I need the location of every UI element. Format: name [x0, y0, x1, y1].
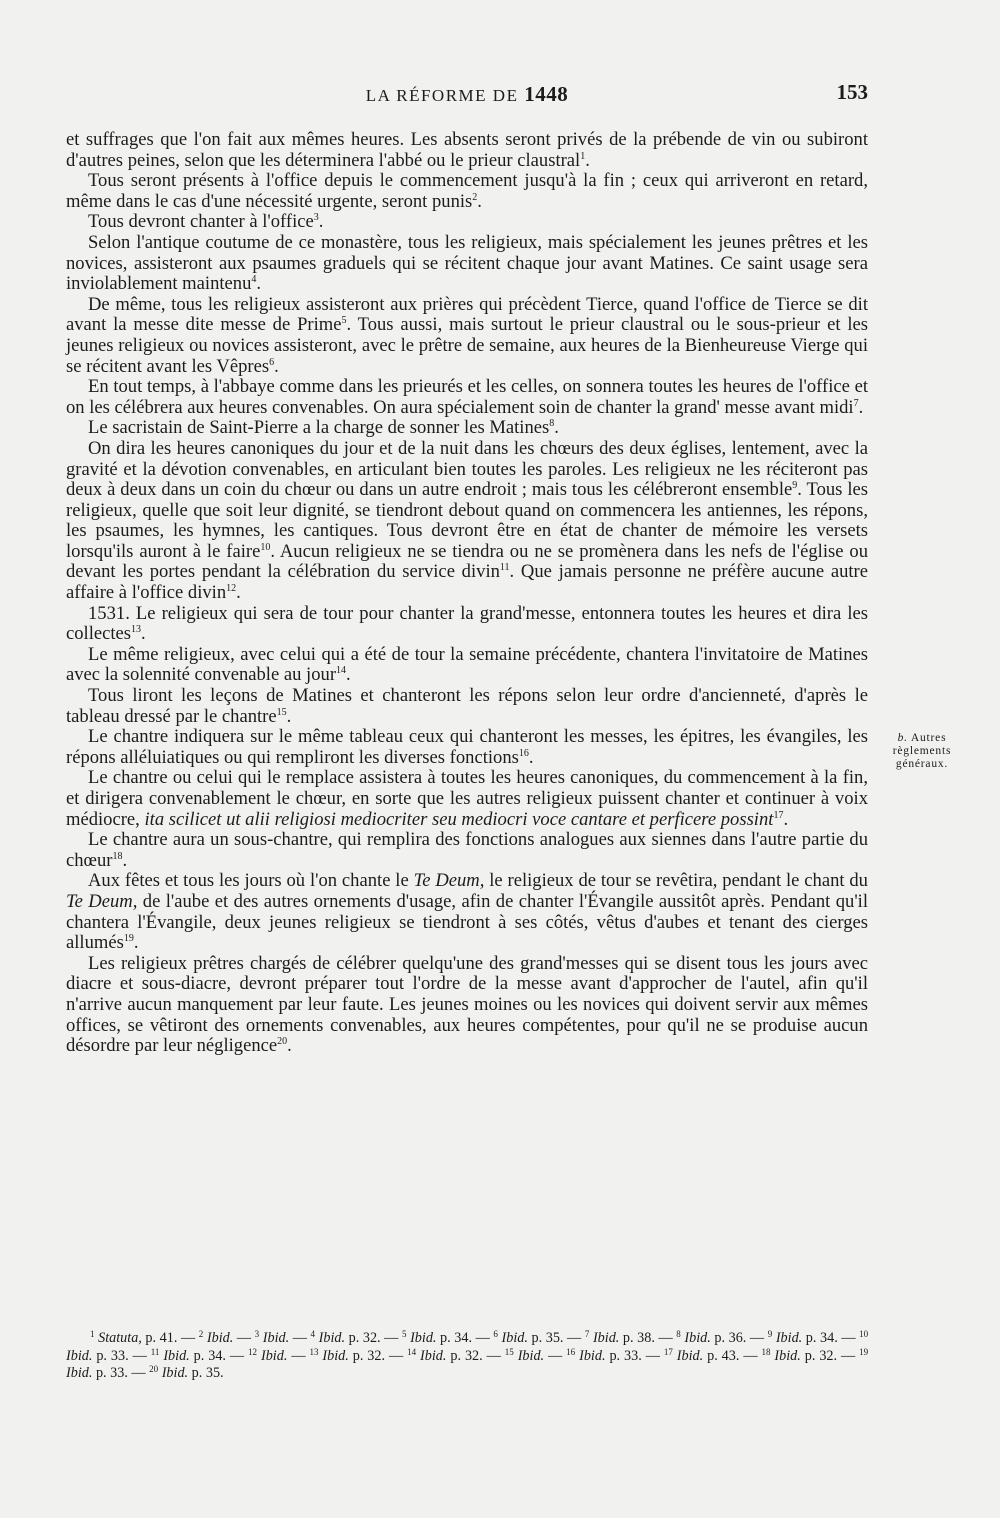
footnote-ref: 9	[792, 480, 798, 492]
footnote-ref: Ibid.	[774, 1347, 801, 1364]
footnote-ref: Ibid.	[260, 1347, 288, 1364]
footnote-number: 1	[90, 1329, 95, 1339]
footnote	[566, 1348, 642, 1364]
paragraph: Tous devront chanter à l'office$^3$.	[88, 211, 324, 233]
footnote-number: 15	[504, 1346, 514, 1357]
paragraph: Le chantre ou celui qui le remplace assistera à toutes les heures canoniques, du commencement à la fin, et dirigera convenablement le chœur, en sorte que les autres religieux puissent chanter et continuer à voix médiocre, ita scilicet ut alii religiosi mediocriter seu mediocri voce cantare et perficere possint$^{17}$.	[66, 767, 868, 830]
footnote-ref: Ibid.	[592, 1330, 620, 1346]
footnote	[248, 1348, 287, 1364]
footnote-page: p. 33.	[92, 1347, 129, 1364]
footnote-ref: 3	[313, 212, 319, 224]
margin-note-letter: b.	[897, 732, 908, 744]
footnote-ref: 16	[518, 747, 529, 759]
footnote-number: 13	[309, 1346, 319, 1357]
paragraph: et suffrages que l'on fait aux mêmes heures. Les absents seront privés de la prébende de vin ou subiront d'autres peines, selon que les déterminera l'abbé ou le prieur claustral$^1$.	[66, 129, 868, 171]
footnote-number: 10	[859, 1329, 869, 1339]
footnote-ref: 4	[251, 274, 257, 286]
footnote-page: p. 32.	[800, 1347, 838, 1364]
footnote-number: 6	[493, 1329, 498, 1339]
paragraph: Les religieux prêtres chargés de célébrer quelqu'une des grand'messes qui se disent tous les jours avec diacre et sous-diacre, devront préparer tout l'ordre de la messe avant d'approcher de l'autel, afin qu'il n'arrive aucun manquement par leur faute. Les jeunes moines ou les novices qui doivent servir aux mêmes offices, se vêtiront des ornements convenables, aux heures compétentes, pour qu'il ne se produise aucun désordre par leur négligence$^{20}$.	[66, 952, 868, 1057]
page-number: 153	[836, 80, 868, 104]
footnote-page: p. 36.	[710, 1330, 747, 1346]
footnote-number: 20	[149, 1364, 159, 1374]
footnote	[90, 1330, 177, 1346]
footnote	[493, 1330, 563, 1346]
footnote-ref: 7	[853, 397, 859, 409]
footnote-number: 14	[407, 1346, 417, 1357]
footnote	[768, 1330, 838, 1346]
footnote-ref: Ibid.	[410, 1330, 437, 1346]
footnote-ref: Ibid.	[501, 1330, 528, 1346]
footnote-page: p. 43.	[703, 1347, 740, 1364]
footnote	[761, 1348, 837, 1364]
italic-te-deum: Te Deum,	[413, 870, 485, 892]
footnote-number: 12	[248, 1346, 258, 1357]
footnote-page: p. 34.	[436, 1330, 473, 1346]
footnote-ref: 14	[336, 665, 347, 677]
footnote-ref: 1	[580, 150, 586, 162]
margin-note-line: règlements	[892, 745, 952, 757]
footnote	[311, 1330, 381, 1346]
footnote-page: p. 35.	[188, 1365, 224, 1381]
paragraph: Le chantre indiquera sur le même tableau ceux qui chanteront les messes, les épitres, les évangiles, les répons alléluiatiques ou qui rempliront les diverses fonctions$^{16}$.	[66, 726, 868, 768]
latin-quote: ita scilicet ut alii religiosi mediocriter seu mediocri voce cantare et perficere possint	[144, 808, 774, 830]
footnote-page: p. 41.	[141, 1330, 178, 1346]
paragraph: On dira les heures canoniques du jour et de la nuit dans les chœurs des deux églises, lentement, avec la gravité et la dévotion convenables, en articulant bien toutes les paroles. Les religieux ne les réciteront pas deux à deux dans un coin du chœur ou dans un autre endroit ; mais tous les célébreront ensemble$^9$. Tous les religieux, quelle que soit leur dignité, se tiendront debout quand on commencera les antiennes, les répons, les psaumes, les hymnes, les cantiques. Tous devront être en état de chanter de mémoire les versets lorsqu'ils auront à le faire$^{10}$. Aucun religieux ne se tiendra ou ne se promènera dans les nefs de l'église ou devant les portes pendant la célébration du service divin$^{11}$. Que jamais personne ne préfère aucune autre affaire à l'office divin$^{12}$.	[66, 437, 869, 604]
footnote-ref: 11	[499, 562, 510, 574]
footnote-ref: 20	[277, 1036, 288, 1048]
footnote	[402, 1330, 472, 1346]
footnote-ref: 13	[131, 624, 142, 636]
footnote-number: 11	[150, 1346, 160, 1357]
paragraph: En tout temps, à l'abbaye comme dans les prieurés et les celles, on sonnera toutes les heures de l'office et on les célébrera aux heures convenables. On aura spécialement soin de chanter la grand' messe avant midi$^7$.	[66, 376, 868, 418]
footnote-ref: Ibid.	[420, 1347, 447, 1364]
footnote	[407, 1348, 483, 1364]
footnote-ref: 19	[123, 933, 134, 945]
footnote	[676, 1330, 746, 1346]
running-title-year: 1448	[524, 82, 569, 106]
footnote	[149, 1365, 223, 1381]
footnote-ref: 5	[341, 315, 347, 327]
paragraph: Le chantre aura un sous-chantre, qui remplira des fonctions analogues aux siennes dans l'autre partie du chœur$^{18}$.	[66, 829, 868, 871]
margin-note-line: Autres	[910, 732, 947, 744]
footnote-ref: Ibid.	[318, 1330, 346, 1346]
footnote-ref: Ibid.	[206, 1330, 234, 1346]
footnote-number: 4	[310, 1329, 316, 1339]
running-title-text: LA RÉFORME DE	[365, 86, 519, 105]
footnote-ref: 10	[260, 541, 271, 553]
footnote-number: 8	[676, 1329, 681, 1339]
footnote-number: 2	[198, 1329, 204, 1339]
footnote-number: 5	[401, 1329, 407, 1339]
footnote-number: 18	[761, 1346, 771, 1357]
footnote-page: p. 35.	[527, 1330, 564, 1346]
paragraph: De même, tous les religieux assisteront aux prières qui précèdent Tierce, quand l'office de Tierce se dit avant la messe dite messe de Prime$^5$. Tous aussi, mais surtout le prieur claustral ou le sous-prieur et les jeunes religieux ou novices assisteront, avec le prêtre de semaine, aux heures de la Bienheureuse Vierge qui se récitent avant les Vêpres$^6$.	[66, 293, 868, 377]
footnote-page: p. 38.	[619, 1330, 655, 1346]
footnote-page: p. 33.	[92, 1365, 128, 1381]
footnote-ref: Ibid.	[684, 1330, 711, 1346]
paragraph: Aux fêtes et tous les jours où l'on chante le Te Deum, le religieux de tour se revêtira, pendant le chant du Te Deum, de l'aube et des autres ornements d'usage, afin de chanter l'Évangile aussitôt après. Pendant qu'il chantera l'Évangile, deux jeunes religieux se tiendront à ses côtés, vêtus d'aubes et tenant des cierges allumés$^{19}$.	[66, 870, 869, 954]
footnote-page: p. 32.	[345, 1330, 381, 1346]
footnote-ref: Ibid.	[579, 1347, 606, 1364]
footnote-number: 3	[254, 1329, 260, 1339]
footnote-page: p. 32.	[446, 1347, 483, 1364]
footnote-page: p. 34.	[802, 1330, 838, 1346]
page-header	[66, 78, 868, 108]
footnote-page: p. 33.	[605, 1347, 642, 1364]
paragraph: Le même religieux, avec celui qui a été de tour la semaine précédente, chantera l'invitatoire de Matines avec la solennité convenable au jour$^{14}$.	[66, 643, 868, 686]
footnote	[664, 1348, 740, 1364]
paragraph: Tous liront les leçons de Matines et chanteront les répons selon leur ordre d'ancienneté, d'après le tableau dressé par le chantre$^{15}$.	[66, 685, 868, 727]
footnote	[151, 1348, 226, 1364]
footnote-ref: 12	[226, 583, 237, 595]
margin-note	[872, 732, 972, 771]
footnote	[585, 1330, 655, 1346]
footnote-ref: Statuta,	[98, 1330, 142, 1346]
footnote	[255, 1330, 290, 1346]
paragraph: 1531. Le religieux qui sera de tour pour chanter la grand'messe, entonnera toutes les heures et dira les collectes$^{13}$.	[66, 602, 868, 645]
footnote-ref: 17	[773, 809, 784, 821]
footnote-number: 19	[859, 1346, 869, 1357]
paragraph: Tous seront présents à l'office depuis le commencement jusqu'à la fin ; ceux qui arriveront en retard, même dans le cas d'une nécessité urgente, seront punis$^2$.	[66, 170, 868, 212]
footnote-ref: 8	[549, 418, 555, 430]
footnote-ref: Ibid.	[66, 1347, 93, 1364]
footnote-ref: Ibid.	[163, 1347, 190, 1364]
footnote-ref: Ibid.	[676, 1347, 704, 1364]
footnote-ref: Ibid.	[775, 1330, 803, 1346]
footnote-ref: Ibid.	[66, 1365, 93, 1381]
footnote-number: 17	[663, 1346, 673, 1357]
body-text	[66, 130, 868, 1057]
footnote-ref: Ibid.	[517, 1347, 545, 1364]
italic-te-deum: Te Deum,	[66, 890, 138, 912]
footnote-number: 7	[584, 1329, 590, 1339]
footnote-ref: Ibid.	[262, 1330, 290, 1346]
footnote-ref: Ibid.	[161, 1365, 189, 1381]
paragraph: Le sacristain de Saint-Pierre a la charge de sonner les Matines$^8$.	[88, 417, 559, 439]
footnote-ref: 18	[112, 850, 123, 862]
footnote-ref: Ibid.	[322, 1347, 349, 1364]
footnote-page: p. 34.	[189, 1347, 226, 1364]
running-title	[66, 82, 868, 107]
footnote-number: 16	[566, 1346, 576, 1357]
footnote	[199, 1330, 234, 1346]
footnote-page: p. 32.	[348, 1347, 386, 1364]
footnote-number: 9	[767, 1329, 773, 1339]
footnote	[309, 1348, 385, 1364]
margin-note-line: généraux.	[895, 758, 949, 770]
footnote	[505, 1348, 544, 1364]
footnote-ref: 2	[472, 191, 478, 203]
footnote-list: $^1$ Statuta, p. 41. — $^2$ Ibid. — $^3$ Ibid. — $^4$ Ibid. p. 32. — $^5$ Ibid. p. 34. — $^6$ Ibid. p. 35. — $^7$ Ibid. p. 38. — $^8$ Ibid. p. 36. — $^9$ Ibid. p. 34. — $^{10}$ Ibid. p. 33. — $^{11}$ Ibid. p. 34. — $^{12}$ Ibid. — $^{13}$ Ibid. p. 32. — $^{14}$ Ibid. p. 32. — $^{15}$ Ibid. — $^{16}$ Ibid. p. 33. — $^{17}$ Ibid. p. 43. — $^{18}$ Ibid. p. 32. — $^{19}$ Ibid. p. 33. — $^{20}$ Ibid. p. 35.	[66, 1329, 869, 1381]
footnote-ref: 15	[276, 706, 287, 718]
paragraph: Selon l'antique coutume de ce monastère, tous les religieux, mais spécialement les jeunes prêtres et les novices, assisteront aux psaumes graduels qui se récitent chaque jour avant Matines. Ce saint usage sera inviolablement maintenu$^4$.	[66, 231, 868, 295]
footnotes	[66, 1330, 868, 1383]
footnote-ref: 6	[269, 356, 275, 368]
